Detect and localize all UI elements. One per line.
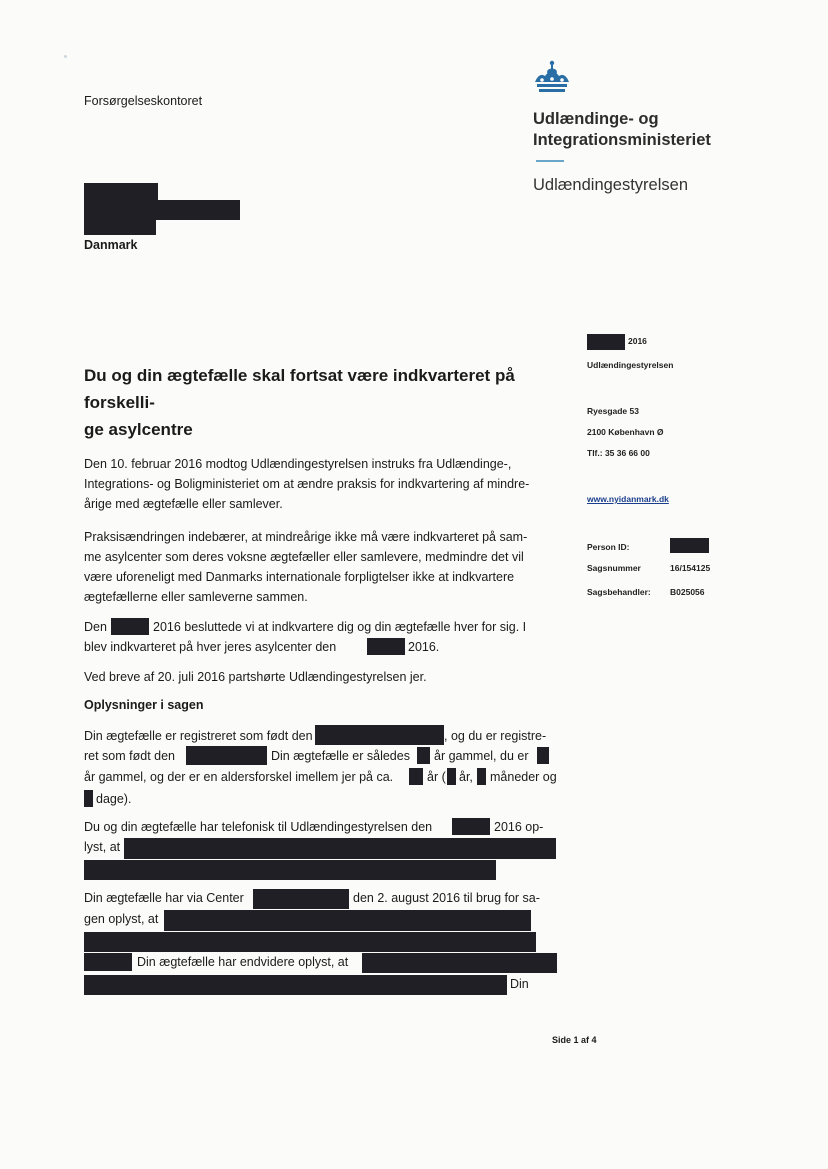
p6-line-1b: 2016 op- <box>494 820 544 834</box>
redacted-spouse-age <box>417 747 430 764</box>
p4-line: Ved breve af 20. juli 2016 partshørte Udlændingestyrelsen jer. <box>84 670 427 684</box>
page-number: Side 1 af 4 <box>552 1035 597 1045</box>
website-link[interactable]: www.nyidanmark.dk <box>587 494 669 504</box>
p3-line-2b: 2016. <box>408 640 440 654</box>
redacted-spouse-birthdate <box>315 725 444 745</box>
ministry-line-2: Integrationsministeriet <box>533 131 711 149</box>
p5-line-3b: år ( <box>427 770 446 784</box>
logo-divider <box>536 160 564 162</box>
p7-line-1b: den 2. august 2016 til brug for sa- <box>353 891 540 905</box>
title-line-2: ge asylcentre <box>84 420 193 439</box>
redacted-person-id <box>670 538 709 553</box>
p8-line-1: Din ægtefælle har endvidere oplyst, at <box>137 955 349 969</box>
redacted-further-statement-2 <box>84 975 507 995</box>
ministry-name <box>533 109 711 151</box>
redacted-recipient-postcode <box>84 218 156 235</box>
redacted-further-statement-1 <box>362 953 557 973</box>
p3-line-1b: 2016 besluttede vi at indkvartere dig og din ægtefælle hver for sig. I <box>153 620 527 634</box>
redacted-center-statement-1 <box>164 910 531 931</box>
redacted-center-name <box>253 889 349 909</box>
p5-line-1a: Din ægtefælle er registreret som født den <box>84 729 313 743</box>
letter-title <box>84 362 564 443</box>
p5-line-1b: , og du er registre- <box>444 729 547 743</box>
section-heading: Oplysninger i sagen <box>84 698 204 712</box>
p7-line-1a: Din ægtefælle har via Center <box>84 891 244 905</box>
redacted-phone-date <box>452 818 490 835</box>
sender-name: Udlændingestyrelsen <box>587 360 674 370</box>
department-name: Forsørgelseskontoret <box>84 94 203 108</box>
p3-line-2a: blev indkvarteret på hver jeres asylcenter den <box>84 640 337 654</box>
case-handler-label: Sagsbehandler: <box>587 587 651 597</box>
redacted-center-statement-3 <box>84 953 132 971</box>
address-city: 2100 København Ø <box>587 427 664 437</box>
p7-line-2: gen oplyst, at <box>84 912 159 926</box>
p5-line-2b: Din ægtefælle er således <box>271 749 410 763</box>
person-id-label: Person ID: <box>587 542 630 552</box>
case-handler: B025056 <box>670 587 705 597</box>
redacted-lodging-date <box>367 638 405 655</box>
scan-speck <box>64 55 67 58</box>
p6-line-1a: Du og din ægtefælle har telefonisk til Udlændingestyrelsen den <box>84 820 433 834</box>
p5-line-3a: år gammel, og der er en aldersforskel imellem jer på ca. <box>84 770 394 784</box>
redacted-decision-date <box>111 618 149 635</box>
redacted-recipient-address <box>84 200 240 220</box>
recipient-country: Danmark <box>84 238 138 252</box>
redacted-own-birthdate <box>186 746 267 765</box>
p1-line-3: årige med ægtefælle eller samlever. <box>84 497 283 511</box>
p2-line-1: Praksisændringen indebærer, at mindreårige ikke må være indkvarteret på sam- <box>84 530 528 544</box>
p3-line-1a: Den <box>84 620 107 634</box>
phone-number: Tlf.: 35 36 66 00 <box>587 448 650 458</box>
p5-line-2a: ret som født den <box>84 749 176 763</box>
redacted-letter-date <box>587 334 625 350</box>
p1-line-2: Integrations- og Boligministeriet om at ændre praksis for indkvartering af mindre- <box>84 477 530 491</box>
p5-line-3c: år, <box>459 770 473 784</box>
ministry-line-1: Udlændinge- og <box>533 110 659 128</box>
redacted-age-diff-days <box>84 790 93 807</box>
agency-name: Udlændingestyrelsen <box>533 176 689 194</box>
redacted-phone-statement-1 <box>124 838 556 859</box>
letter-date-year: 2016 <box>628 336 647 346</box>
p2-line-4: ægtefællerne eller samleverne sammen. <box>84 590 308 604</box>
redacted-phone-statement-2 <box>84 860 496 880</box>
title-line-1: Du og din ægtefælle skal fortsat være indkvarteret på forskelli- <box>84 366 515 412</box>
redacted-age-diff-years <box>447 768 456 785</box>
p5-line-3d: måneder og <box>490 770 557 784</box>
p8-line-2: Din <box>510 977 529 991</box>
case-number-label: Sagsnummer <box>587 563 641 573</box>
p2-line-3: være uforeneligt med Danmarks internationale forpligtelser ikke at indkvartere <box>84 570 515 584</box>
redacted-age-diff-months <box>477 768 486 785</box>
redacted-center-statement-2 <box>84 932 536 952</box>
p6-line-2: lyst, at <box>84 840 121 854</box>
p1-line-1: Den 10. februar 2016 modtog Udlændingestyrelsen instruks fra Udlændinge-, <box>84 457 512 471</box>
crown-logo-icon <box>531 60 573 100</box>
redacted-age-difference <box>409 768 423 785</box>
p5-line-2c: år gammel, du er <box>434 749 529 763</box>
address-street: Ryesgade 53 <box>587 406 639 416</box>
redacted-own-age <box>537 747 549 764</box>
case-number: 16/154125 <box>670 563 711 573</box>
p2-line-2: me asylcenter som deres voksne ægtefæller eller samlevere, medmindre det vil <box>84 550 524 564</box>
p5-line-4: dage). <box>96 792 132 806</box>
